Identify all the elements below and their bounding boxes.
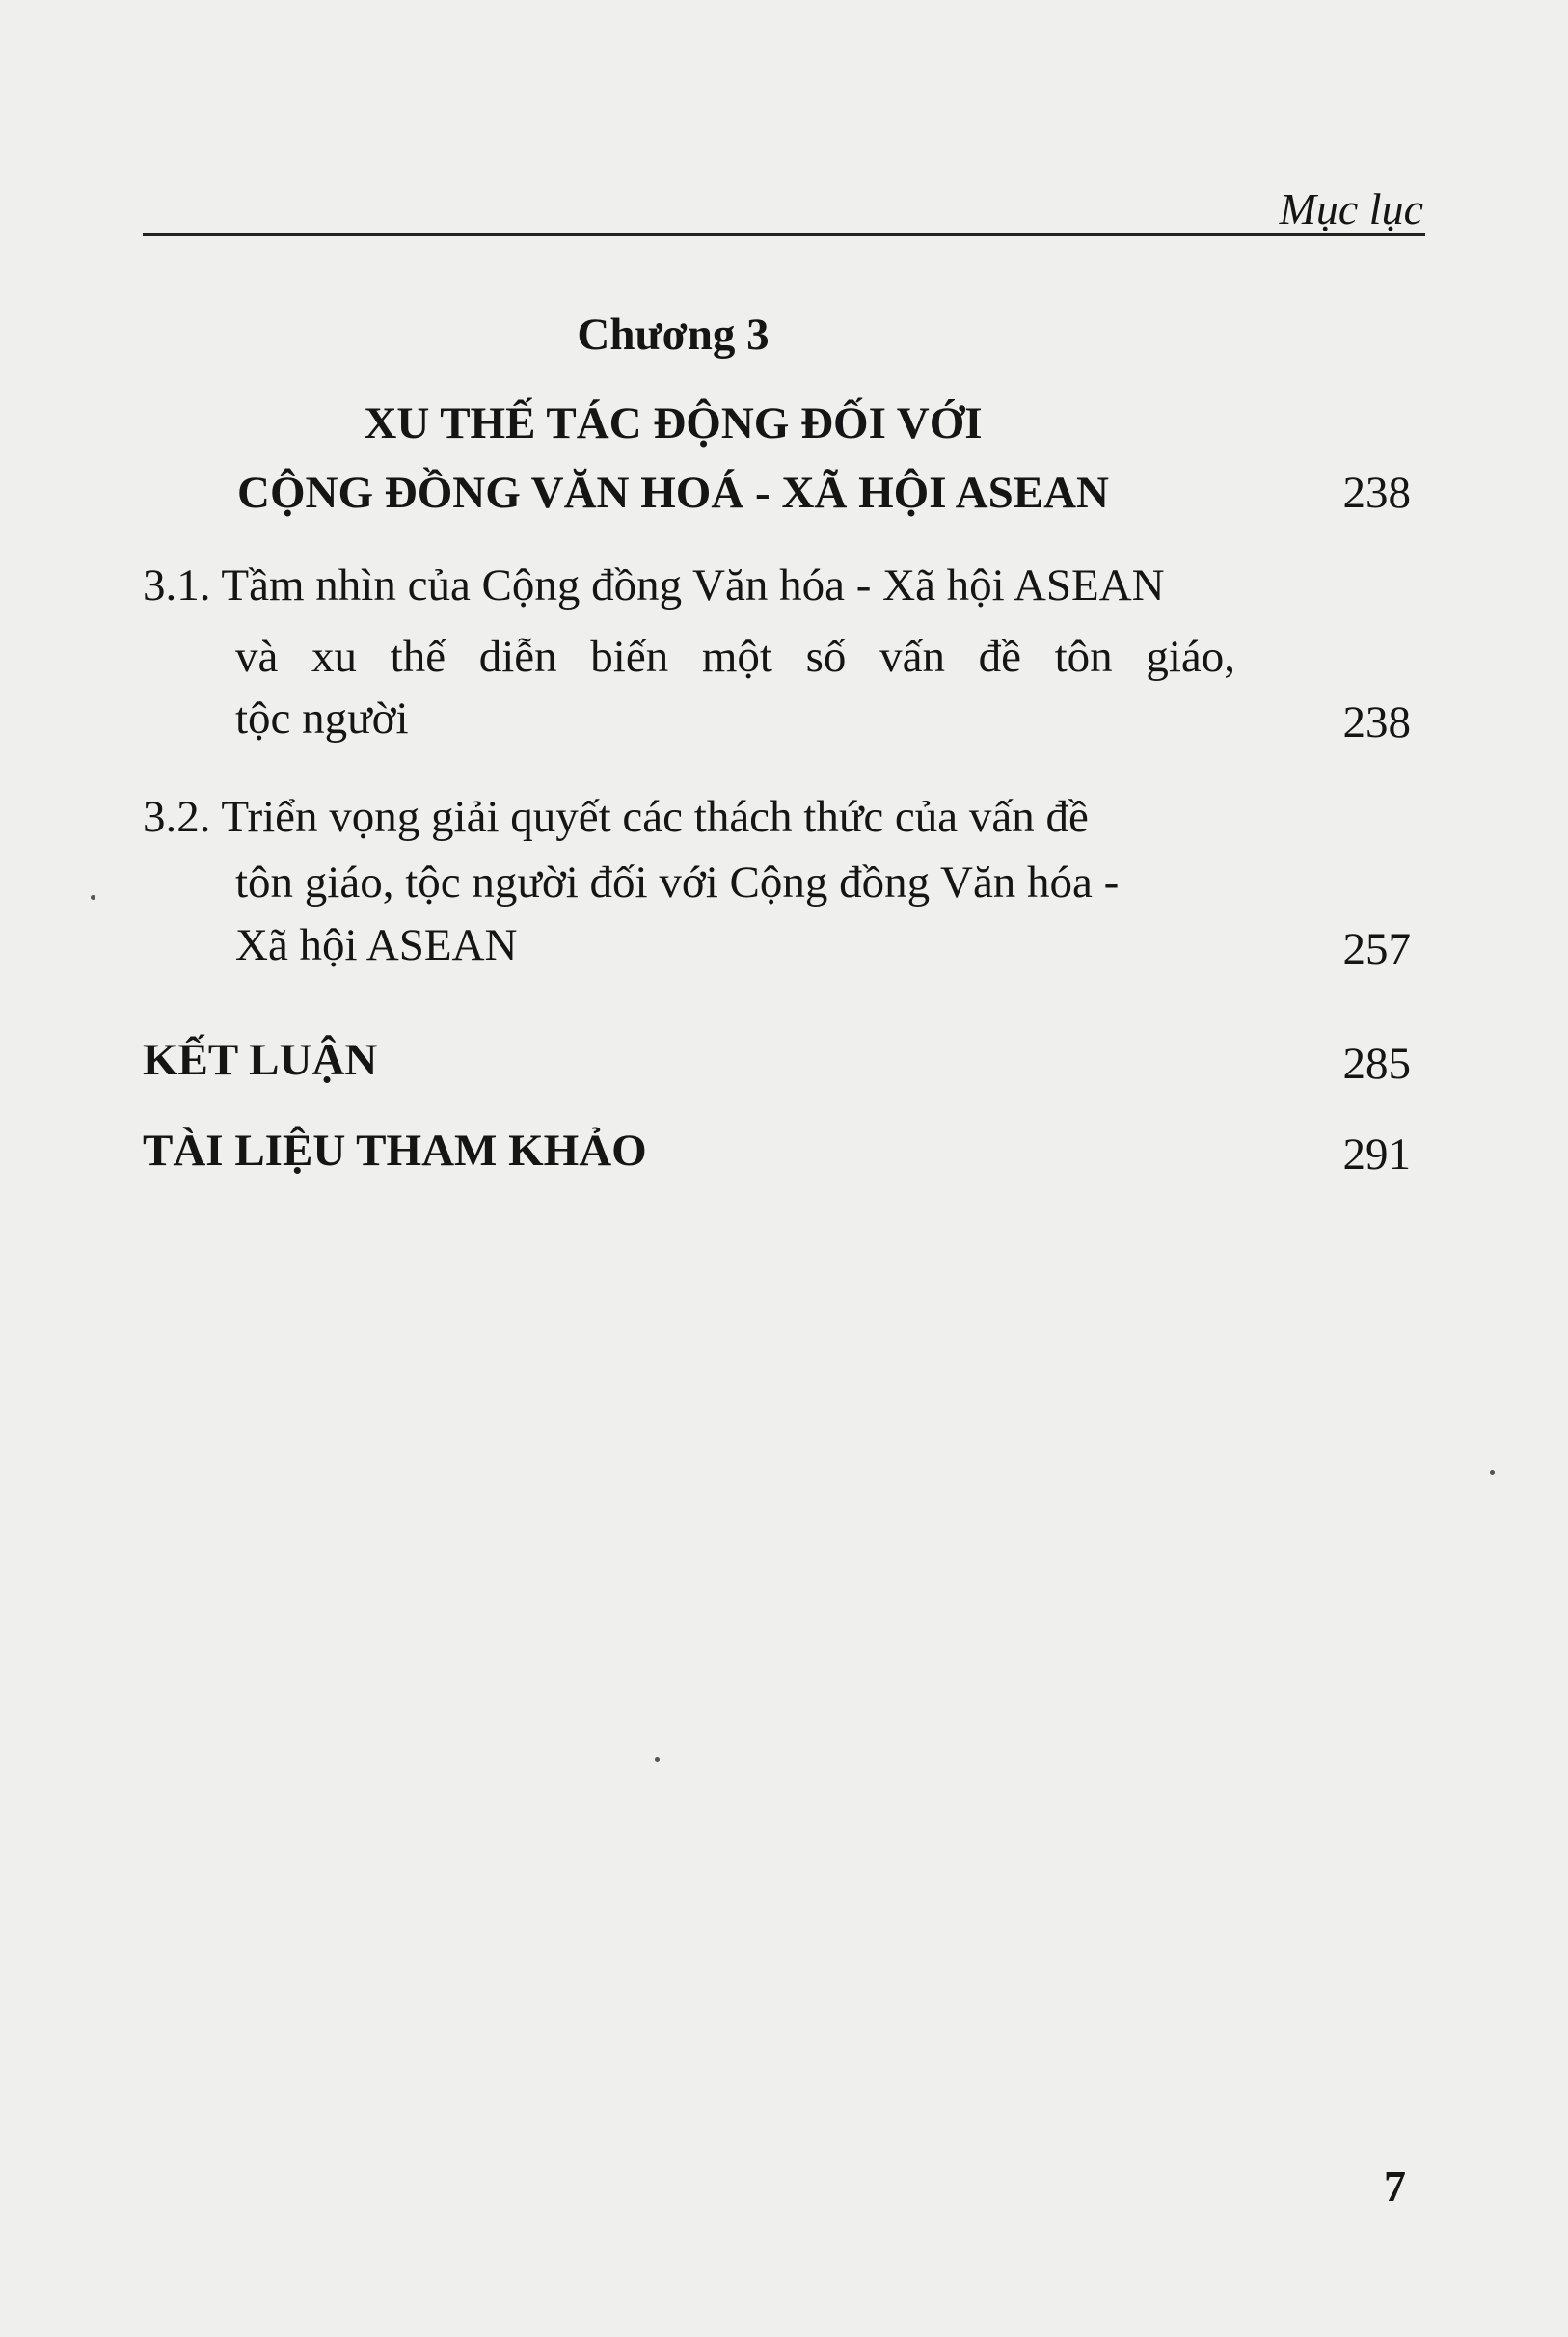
entry-line3: Xã hội ASEAN xyxy=(235,920,518,970)
entry-line1: 3.2. Triển vọng giải quyết các thách thức của vấn đề xyxy=(143,792,1089,842)
header-rule xyxy=(143,233,1425,236)
speck xyxy=(91,895,95,900)
conclusion-page-number: 285 xyxy=(1342,1039,1411,1089)
entry-line2: và xu thế diễn biến một số vấn đề tôn giáo, xyxy=(235,632,1235,682)
speck xyxy=(1490,1470,1495,1475)
chapter-title-line2: CỘNG ĐỒNG VĂN HOÁ - XÃ HỘI ASEAN xyxy=(237,468,1109,518)
chapter-label: Chương 3 xyxy=(577,310,770,360)
entry-line2: tôn giáo, tộc người đối với Cộng đồng Văn hóa - xyxy=(235,857,1120,908)
references-label: TÀI LIỆU THAM KHẢO xyxy=(143,1126,647,1176)
conclusion-label: KẾT LUẬN xyxy=(143,1035,378,1085)
page-folio: 7 xyxy=(1384,2161,1406,2211)
running-header: Mục lục xyxy=(1279,184,1423,233)
references-page-number: 291 xyxy=(1342,1129,1411,1180)
chapter-title-line1: XU THẾ TÁC ĐỘNG ĐỐI VỚI xyxy=(364,398,983,448)
chapter-page-number: 238 xyxy=(1342,468,1411,518)
entry-line1: 3.1. Tầm nhìn của Cộng đồng Văn hóa - Xã hội ASEAN xyxy=(143,560,1165,611)
entry-line3: tộc người xyxy=(235,693,409,744)
speck xyxy=(655,1757,660,1762)
entry-page-number: 238 xyxy=(1342,697,1411,747)
entry-page-number: 257 xyxy=(1342,924,1411,974)
